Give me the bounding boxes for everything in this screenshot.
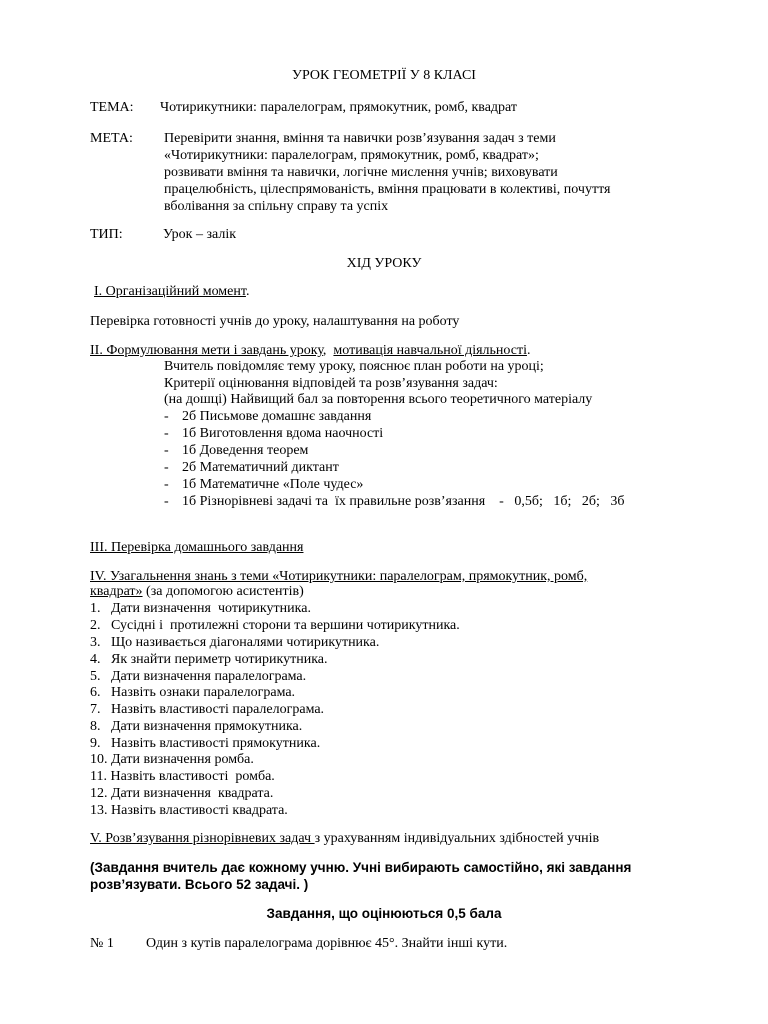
section-1-heading	[94, 284, 249, 301]
question-item: 9. Назвіть властивості прямокутника.	[90, 736, 321, 751]
criteria-item: - 1б Різнорівневі задачі та їх правильне розв’язання - 0,5б; 1б; 2б; 3б	[164, 494, 625, 509]
section-2-mid: ,	[322, 343, 334, 358]
meta-line: «Чотирикутники: паралелограм, прямокутник, ромб, квадрат»;	[164, 148, 539, 163]
section-4-title-line2: квадрат»	[90, 584, 143, 599]
criteria-text: 1б Математичне «Поле чудес»	[182, 477, 364, 492]
section-1-text: Перевірка готовності учнів до уроку, налаштування на роботу	[90, 314, 460, 329]
criteria-text: 2б Математичний диктант	[182, 460, 339, 475]
tema-label: ТЕМА:	[90, 100, 134, 115]
section-2-heading	[90, 343, 530, 360]
section-2-line: Вчитель повідомляє тему уроку, пояснює план роботи на уроці;	[164, 359, 544, 374]
section-5-bold-line2: розв’язувати. Всього 52 задачі. )	[90, 877, 309, 892]
typ-label: ТИП:	[90, 227, 123, 242]
section-1-title: І. Організаційний момент	[94, 284, 246, 299]
question-item: 12. Дати визначення квадрата.	[90, 786, 274, 801]
meta-line: вболівання за спільну справу та успіх	[164, 199, 389, 214]
section-4-title-line1: IV. Узагальнення знань з теми «Чотирикутники: паралелограм, прямокутник, ромб,	[90, 569, 588, 584]
tema-text: Чотирикутники: паралелограм, прямокутник, ромб, квадрат	[160, 100, 517, 115]
section-5-title: V. Розв’язування різнорівневих задач	[90, 831, 315, 846]
section-2-title-b: мотивація навчальної діяльності	[333, 343, 527, 358]
section-2-title-a: ІІ. Формулювання мети і завдань уроку	[90, 343, 323, 358]
question-item: 4. Як знайти периметр чотирикутника.	[90, 652, 328, 667]
criteria-item: - 1б Виготовлення вдома наочності	[164, 426, 384, 441]
section-5-tail: з урахуванням індивідуальних здібностей учнів	[314, 831, 600, 846]
criteria-item: - 1б Доведення теорем	[164, 443, 309, 458]
question-item: 10. Дати визначення ромба.	[90, 752, 254, 767]
criteria-text: 2б Письмове домашнє завдання	[182, 409, 372, 424]
meta-line: працелюбність, цілеспрямованість, вміння працювати в колективі, почуття	[164, 182, 611, 197]
typ-text: Урок – залік	[163, 227, 237, 242]
section-1-tail: .	[245, 284, 250, 299]
question-item: 5. Дати визначення паралелограма.	[90, 669, 307, 684]
tema-row	[90, 100, 134, 117]
question-item: 11. Назвіть властивості ромба.	[90, 769, 275, 784]
criteria-text: 1б Виготовлення вдома наочності	[182, 426, 384, 441]
document-title: УРОК ГЕОМЕТРІЇ У 8 КЛАСІ	[292, 68, 476, 83]
section-5-subheading: Завдання, що оцінюються 0,5 бала	[266, 906, 502, 921]
course-heading: ХІД УРОКУ	[346, 256, 422, 271]
question-item: 1. Дати визначення чотирикутника.	[90, 601, 311, 616]
criteria-item: - 1б Математичне «Поле чудес»	[164, 477, 364, 492]
section-4-tail: (за допомогою асистентів)	[142, 584, 304, 599]
criteria-item: - 2б Письмове домашнє завдання	[164, 409, 372, 424]
section-4-title-line2-row	[90, 584, 304, 601]
criteria-text: 1б Різнорівневі задачі та їх правильне розв’язання - 0,5б; 1б; 2б; 3б	[182, 494, 625, 509]
meta-label: МЕТА:	[90, 131, 133, 146]
criteria-item: - 2б Математичний диктант	[164, 460, 339, 475]
question-item: 8. Дати визначення прямокутника.	[90, 719, 303, 734]
task-1-text: Один з кутів паралелограма дорівнює 45°. Знайти інші кути.	[146, 936, 508, 951]
section-2-line: (на дошці) Найвищий бал за повторення всього теоретичного матеріалу	[164, 392, 593, 407]
section-5-bold-line1: (Завдання вчитель дає кожному учню. Учні вибирають самостійно, які завдання	[90, 860, 632, 875]
meta-line: Перевірити знання, вміння та навички розв’язування задач з теми	[164, 131, 556, 146]
task-1-number: № 1	[90, 936, 114, 951]
section-5-heading	[90, 831, 599, 848]
question-item: 2. Сусідні і протилежні сторони та вершини чотирикутника.	[90, 618, 460, 633]
question-item: 6. Назвіть ознаки паралелограма.	[90, 685, 296, 700]
question-item: 7. Назвіть властивості паралелограма.	[90, 702, 325, 717]
meta-line: розвивати вміння та навички, логічне мислення учнів; виховувати	[164, 165, 558, 180]
criteria-text: 1б Доведення теорем	[182, 443, 309, 458]
question-item: 13. Назвіть властивості квадрата.	[90, 803, 288, 818]
section-3-title: ІІІ. Перевірка домашнього завдання	[90, 540, 304, 555]
section-2-tail: .	[526, 343, 531, 358]
section-2-line: Критерії оцінювання відповідей та розв’язування задач:	[164, 376, 498, 391]
question-item: 3. Що називається діагоналями чотирикутника.	[90, 635, 380, 650]
